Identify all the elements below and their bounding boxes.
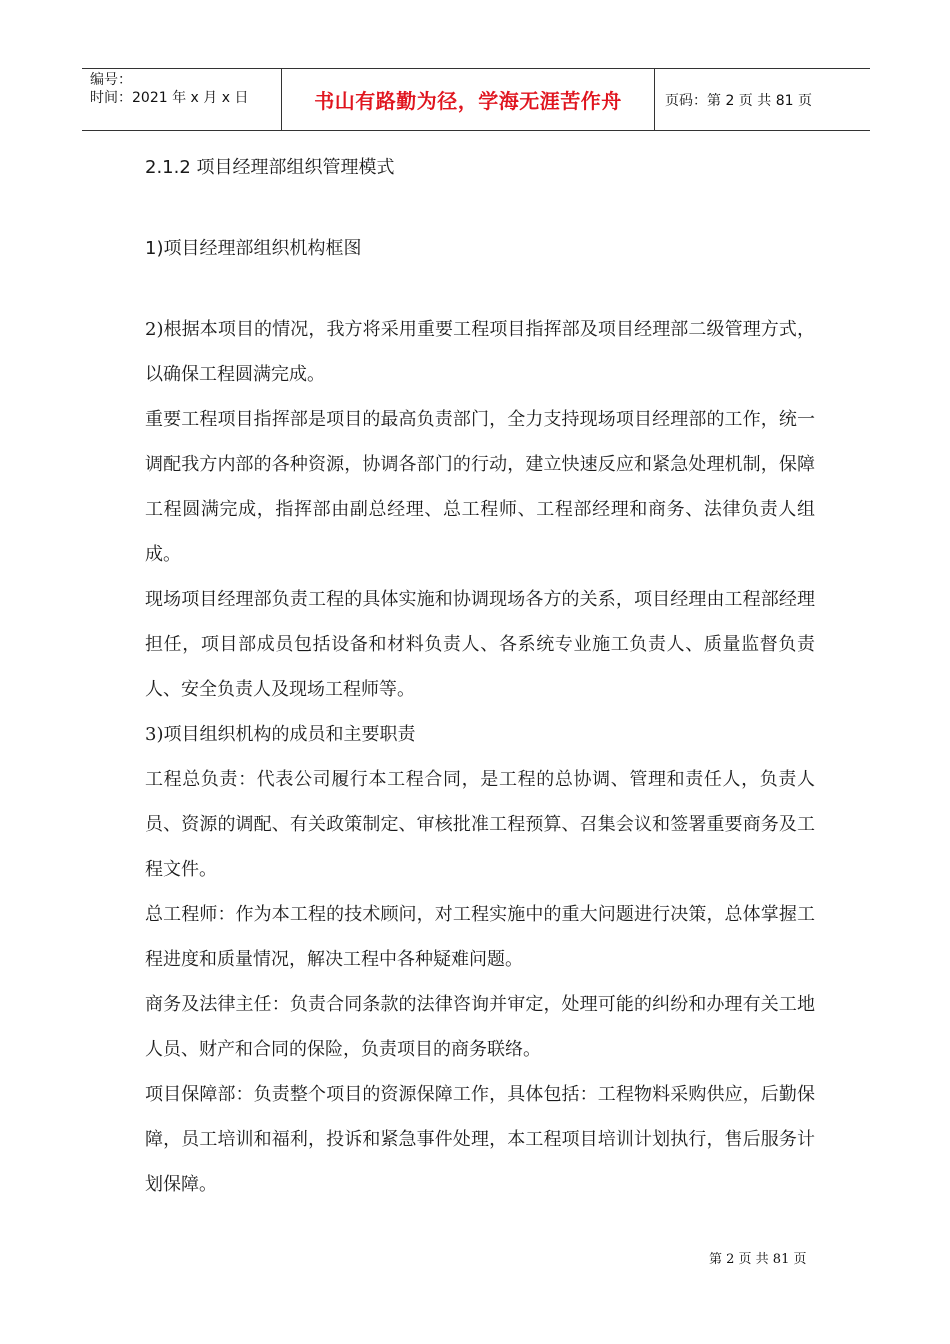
header-page-cell <box>655 69 870 130</box>
item-members-duties: 3)项目组织机构的成员和主要职责 <box>145 724 416 745</box>
paragraph-chief-engineer: 总工程师：作为本工程的技术顾问，对工程实施中的重大问题进行决策，总体掌握工程进度和质量情况，解决工程中各种疑难问题。 <box>145 904 815 970</box>
spacer <box>145 190 815 226</box>
header-meta-cell <box>82 69 282 130</box>
page-footer: 第 2 页 共 81 页 <box>709 1252 807 1267</box>
item-org-chart: 1)项目经理部组织机构框图 <box>145 238 362 259</box>
document-number-label: 编号： <box>90 72 132 88</box>
header-motto-cell <box>282 69 655 130</box>
spacer <box>145 271 815 307</box>
document-date-label: 时间：2021 年 x 月 x 日 <box>90 90 249 106</box>
paragraph-legal-director: 商务及法律主任：负责合同条款的法律咨询并审定，处理可能的纠纷和办理有关工地人员、财产和合同的保险，负责项目的商务联络。 <box>145 994 815 1060</box>
header-motto: 书山有路勤为径，学海无涯苦作舟 <box>314 89 622 113</box>
header-page-info: 页码：第 2 页 共 81 页 <box>665 92 812 109</box>
document-header <box>82 68 870 131</box>
document-body <box>145 145 815 1207</box>
item-management-mode: 2)根据本项目的情况，我方将采用重要工程项目指挥部及项目经理部二级管理方式，以确保工程圆满完成。 <box>145 319 815 385</box>
paragraph-site-department: 现场项目经理部负责工程的具体实施和协调现场各方的关系，项目经理由工程部经理担任，项目部成员包括设备和材料负责人、各系统专业施工负责人、质量监督负责人、安全负责人及现场工程师等。 <box>145 589 815 700</box>
paragraph-support-department: 项目保障部：负责整个项目的资源保障工作，具体包括：工程物料采购供应，后勤保障，员工培训和福利，投诉和紧急事件处理，本工程项目培训计划执行，售后服务计划保障。 <box>145 1084 815 1195</box>
paragraph-general-manager: 工程总负责：代表公司履行本工程合同，是工程的总协调、管理和责任人，负责人员、资源的调配、有关政策制定、审核批准工程预算、召集会议和签署重要商务及工程文件。 <box>145 769 815 880</box>
paragraph-headquarters: 重要工程项目指挥部是项目的最高负责部门，全力支持现场项目经理部的工作，统一调配我方内部的各种资源，协调各部门的行动，建立快速反应和紧急处理机制，保障工程圆满完成，指挥部由副总经理、总工程师、工程部经理和商务、法律负责人组成。 <box>145 409 815 565</box>
section-title: 2.1.2 项目经理部组织管理模式 <box>145 157 395 178</box>
